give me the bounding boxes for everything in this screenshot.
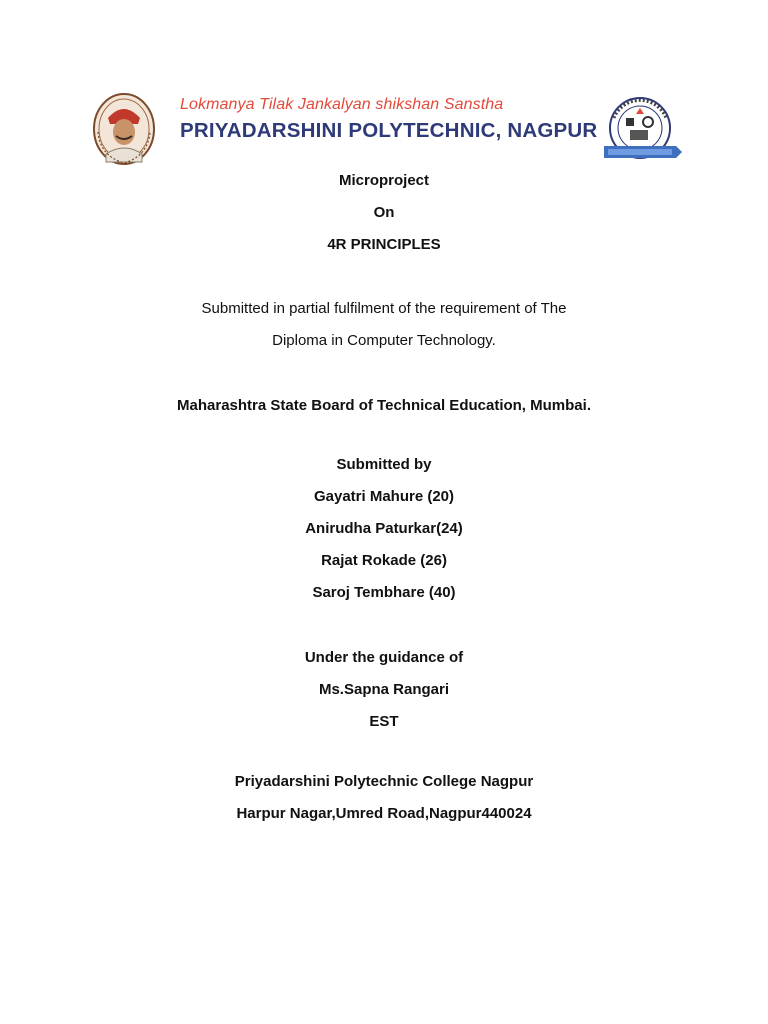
guide-department: EST [369,713,399,730]
title-line-1: Microproject [338,172,429,189]
institution-name: Priyadarshini Polytechnic College Nagpur [234,773,534,790]
student-name: Anirudha Paturkar(24) [305,520,463,537]
student-name: Saroj Tembhare (40) [312,584,456,601]
student-name: Gayatri Mahure (20) [313,488,455,505]
guidance-heading: Under the guidance of [304,649,464,666]
college-name: PRIYADARSHINI POLYTECHNIC, NAGPUR [180,119,598,142]
header-banner [92,92,692,170]
submitted-by-heading: Submitted by [336,456,432,473]
portrait-seal-icon [92,92,156,166]
purpose-line-2: Diploma in Computer Technology. [272,332,496,349]
college-emblem-icon [600,94,690,166]
student-name: Rajat Rokade (26) [321,552,447,569]
board-name: Maharashtra State Board of Technical Education, Mumbai. [177,397,591,414]
sanstha-name: Lokmanya Tilak Jankalyan shikshan Sanstha [180,96,504,113]
institution-address: Harpur Nagar,Umred Road,Nagpur440024 [236,805,532,822]
title-line-2: On [373,204,395,221]
guide-name: Ms.Sapna Rangari [318,681,450,698]
project-title: 4R PRINCIPLES [327,236,441,253]
purpose-line-1: Submitted in partial fulfilment of the requirement of The [201,300,567,317]
